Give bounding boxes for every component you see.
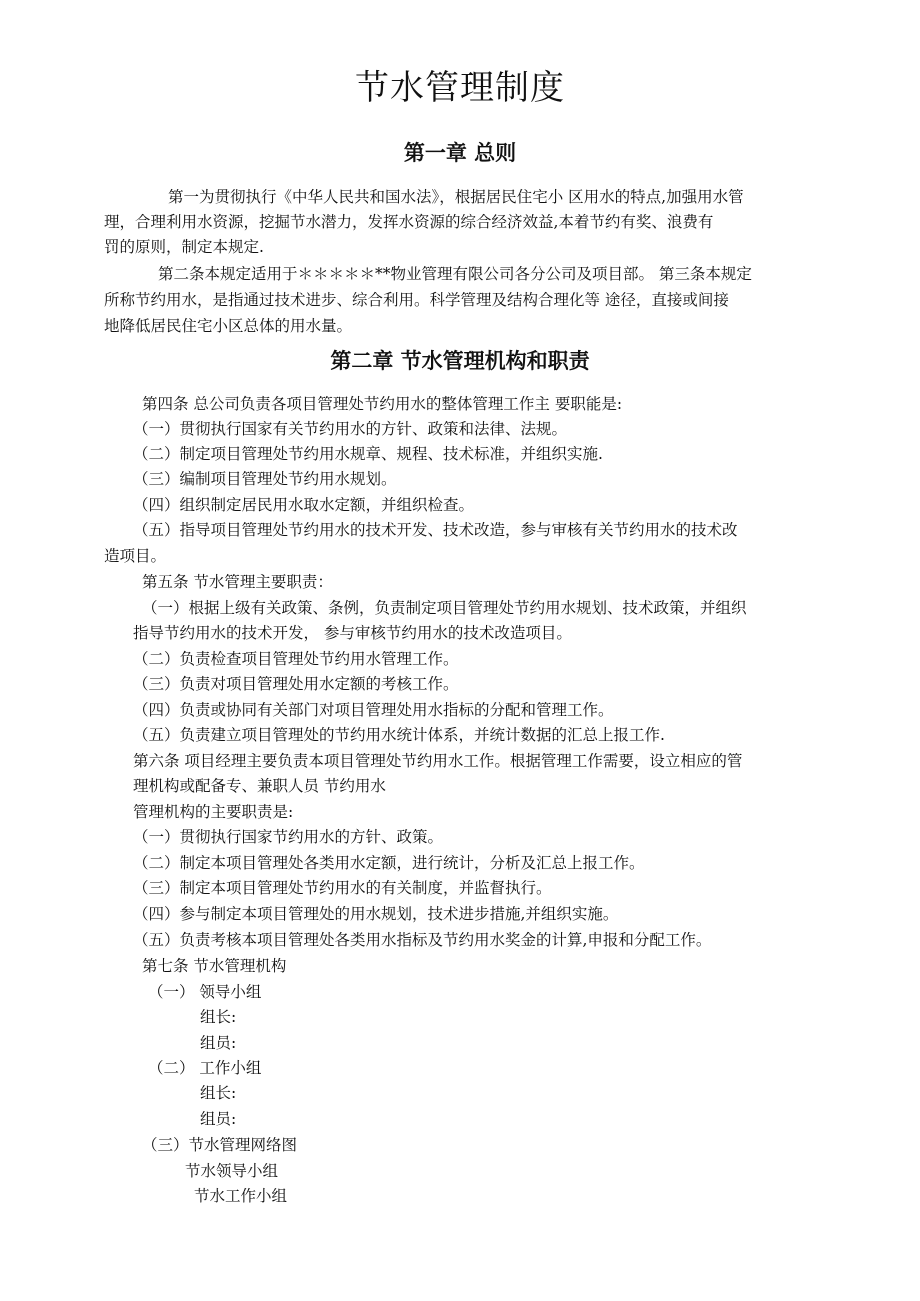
chapter1-line: 地降低居民住宅小区总体的用水量。 <box>104 317 353 335</box>
chapter2-line: （四）参与制定本项目管理处的用水规划，技术进步措施,并组织实施。 <box>133 905 619 923</box>
article-4: 第四条 总公司负责各项目管理处节约用水的整体管理工作主 要职能是: <box>142 395 623 413</box>
article-5: 第五条 节水管理主要职责： <box>142 573 333 591</box>
chapter2-line: （一）根据上级有关政策、条例，负责制定项目管理处节约用水规划、技术政策，并组织 <box>142 599 747 617</box>
org-work-members: 组员: <box>200 1110 237 1128</box>
chapter2-line: （五）负责建立项目管理处的节约用水统计体系，并统计数据的汇总上报工作. <box>133 726 665 744</box>
org-network-chart: （三）节水管理网络图 <box>142 1136 298 1154</box>
chapter2-line: （三）制定本项目管理处节约用水的有关制度，并监督执行。 <box>133 879 552 897</box>
chapter1-line: 所称节约用水，是指通过技术进步、综合利用。科学管理及结构合理化等 途径，直接或间接 <box>104 291 729 309</box>
chapter2-line: （二）制定本项目管理处各类用水定额，进行统计，分析及汇总上报工作。 <box>133 854 645 872</box>
chapter1-line: 第一为贯彻执行《中华人民共和国水法》，根据居民住宅小 区用水的特点,加强用水管 <box>168 188 744 206</box>
chapter2-line: （五）负责考核本项目管理处各类用水指标及节约用水奖金的计算,申报和分配工作。 <box>133 931 712 949</box>
chapter2-line: 管理机构的主要职责是: <box>133 803 294 821</box>
document-title: 节水管理制度 <box>355 68 565 108</box>
article-7: 第七条 节水管理机构 <box>142 957 287 975</box>
network-work-group: 节水工作小组 <box>194 1187 288 1205</box>
network-leader-group: 节水领导小组 <box>185 1162 279 1180</box>
org-work-head: 组长: <box>200 1084 237 1102</box>
chapter2-line: 指导节约用水的技术开发， 参与审核节约用水的技术改造项目。 <box>133 624 572 642</box>
chapter1-line: 第二条本规定适用于＊＊＊＊＊**物业管理有限公司各分公司及项目部。 第三条本规定 <box>158 265 752 283</box>
org-leader-members: 组员: <box>200 1034 237 1052</box>
chapter2-line: （四）负责或协同有关部门对项目管理处用水指标的分配和管理工作。 <box>133 701 614 719</box>
chapter2-line: 理机构或配备专、兼职人员 节约用水 <box>133 777 386 795</box>
chapter2-line: （一）贯彻执行国家有关节约用水的方针、政策和法律、法规。 <box>133 420 568 438</box>
chapter2-line: 造项目。 <box>104 547 167 565</box>
chapter1-heading: 第一章 总则 <box>403 141 517 165</box>
chapter2-line: （三）编制项目管理处节约用水规划。 <box>133 470 397 488</box>
chapter2-line: （二）负责检查项目管理处节约用水管理工作。 <box>133 650 459 668</box>
chapter1-line: 罚的原则，制定本规定. <box>104 238 264 256</box>
article-6: 第六条 项目经理主要负责本项目管理处节约用水工作。根据管理工作需要，设立相应的管 <box>133 752 743 770</box>
chapter2-line: （三）负责对项目管理处用水定额的考核工作。 <box>133 675 459 693</box>
chapter1-line: 理，合理利用水资源，挖掘节水潜力，发挥水资源的综合经济效益,本着节约有奖、浪费有 <box>104 213 714 231</box>
org-leader-group: （一） 领导小组 <box>148 983 262 1001</box>
chapter2-line: （二）制定项目管理处节约用水规章、规程、技术标准，并组织实施. <box>133 445 603 463</box>
org-leader-head: 组长: <box>200 1008 237 1026</box>
chapter2-line: （五）指导项目管理处节约用水的技术开发、技术改造，参与审核有关节约用水的技术改 <box>133 521 738 539</box>
chapter2-line: （四）组织制定居民用水取水定额，并组织检查。 <box>133 496 475 514</box>
chapter2-line: （一）贯彻执行国家节约用水的方针、政策。 <box>133 828 444 846</box>
chapter2-heading: 第二章 节水管理机构和职责 <box>330 349 590 373</box>
org-work-group: （二） 工作小组 <box>148 1059 262 1077</box>
